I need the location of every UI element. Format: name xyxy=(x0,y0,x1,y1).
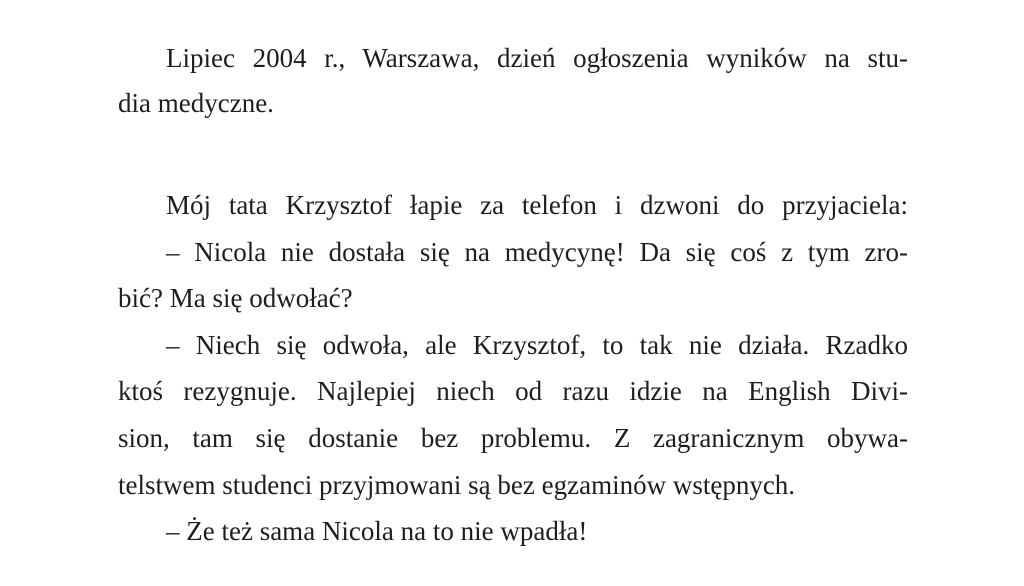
text-line: ktoś rezygnuje. Najlepiej niech od razu idzie na English Divi- xyxy=(118,376,908,406)
text-line: telstwem studenci przyjmowani są bez egzaminów wstępnych. xyxy=(118,470,796,500)
text-line: – Nicola nie dostała się na medycynę! Da się coś z tym zro- xyxy=(166,237,908,267)
text-line: Mój tata Krzysztof łapie za telefon i dzwoni do przyjaciela: xyxy=(166,190,908,220)
text-line: – Niech się odwoła, ale Krzysztof, to tak nie działa. Rzadko xyxy=(166,330,908,360)
text-line: dia medyczne. xyxy=(118,88,274,118)
text-line: Lipiec 2004 r., Warszawa, dzień ogłoszenia wyników na stu- xyxy=(166,43,908,73)
text-line: bić? Ma się odwołać? xyxy=(118,283,353,313)
text-line: – Że też sama Nicola na to nie wpadła! xyxy=(166,516,588,546)
text-line: sion, tam się dostanie bez problemu. Z zagranicznym obywa- xyxy=(118,423,908,453)
